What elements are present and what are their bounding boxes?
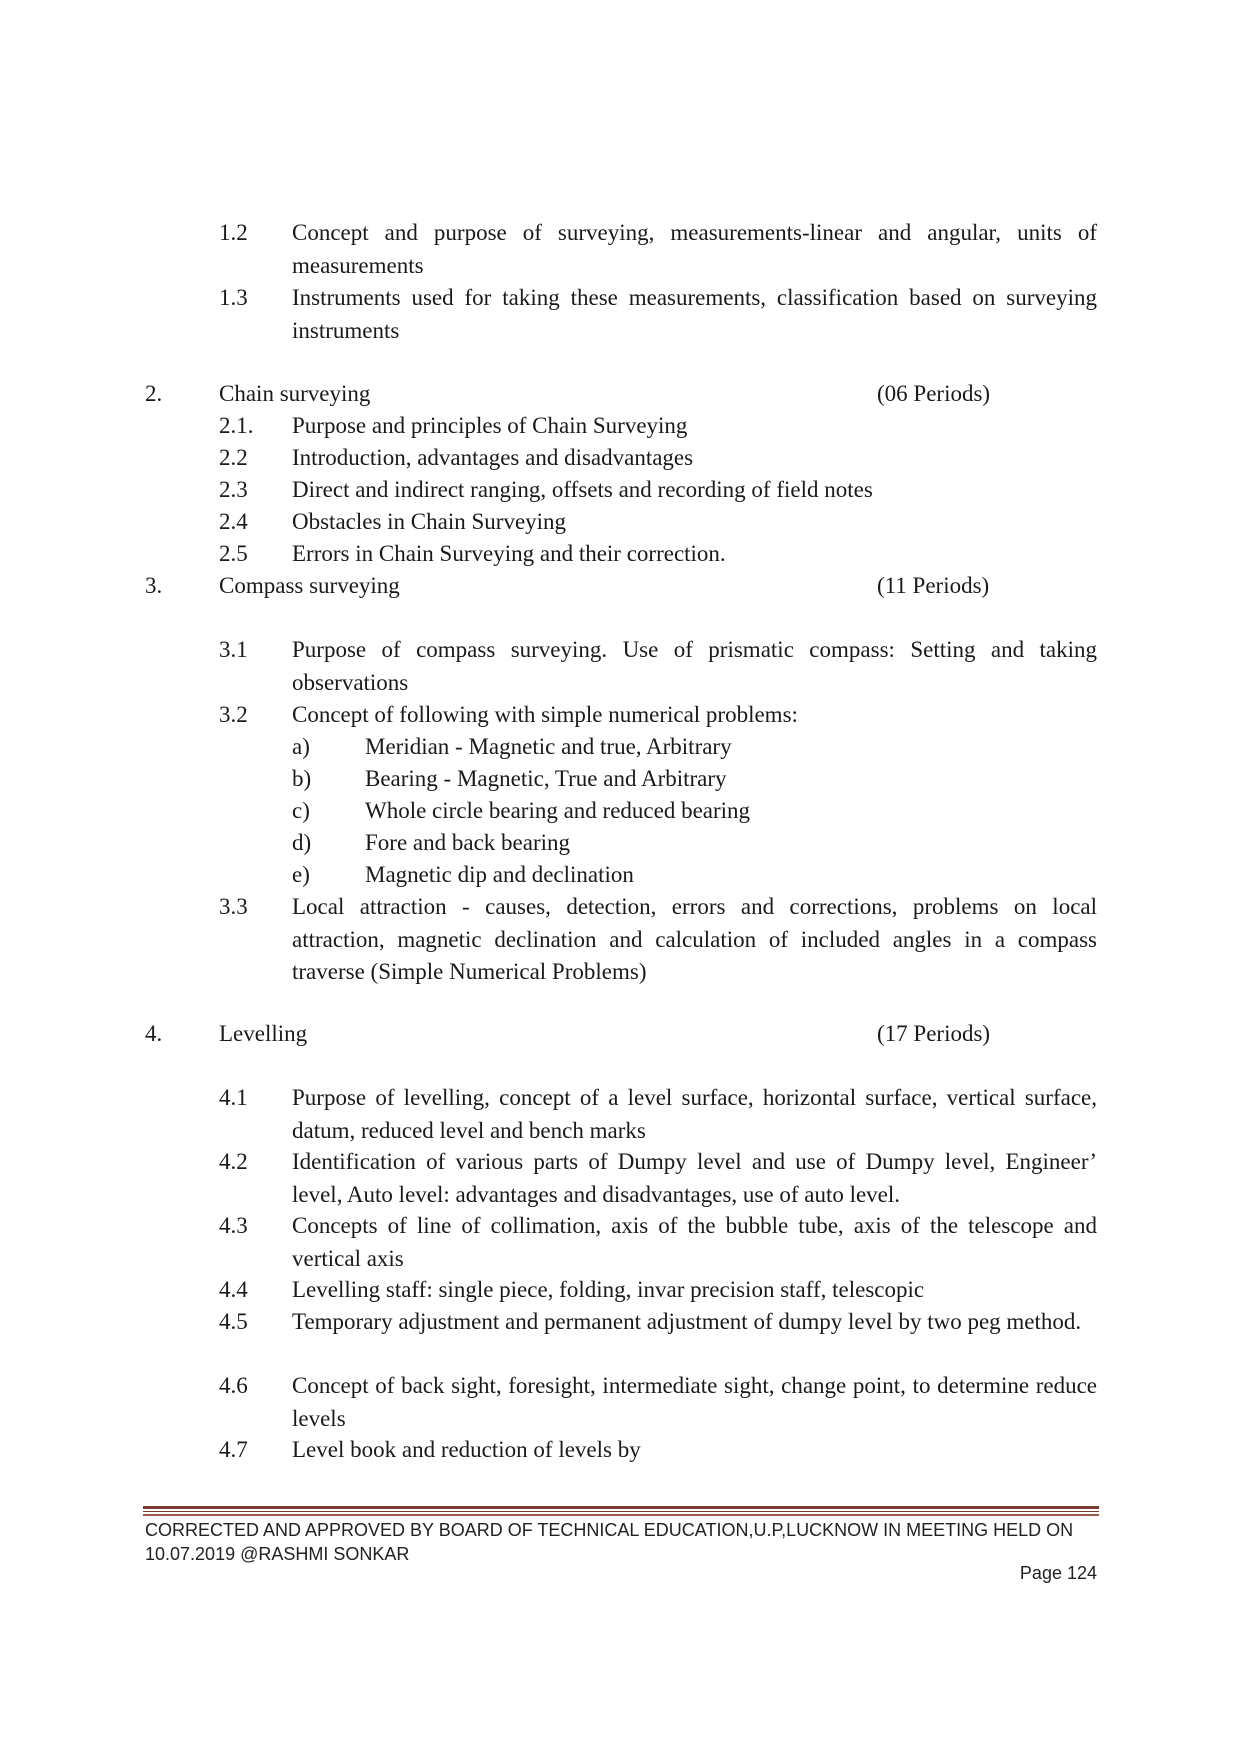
- subsection-text: Local attraction - causes, detection, errors and corrections, problems on local attraction, magnetic declination and calculation of included angles in a compass traverse (Simple Numerical Problems): [292, 894, 1097, 984]
- subsection-number: 4.1: [219, 1085, 248, 1110]
- footer-note: [145, 1518, 1105, 1566]
- subsection-text: Purpose and principles of Chain Surveying: [292, 413, 688, 438]
- subsection-number: 2.4: [219, 509, 248, 534]
- subsection-text: Concept and purpose of surveying, measurements-linear and angular, units of measurements: [292, 220, 1097, 278]
- unit-periods: (11 Periods): [877, 573, 990, 598]
- unit-number: 3.: [145, 573, 163, 598]
- subsection-number: 4.2: [219, 1149, 248, 1174]
- subsection-number: 4.4: [219, 1277, 248, 1302]
- list-label: a): [292, 734, 310, 759]
- unit-number: 4.: [145, 1021, 163, 1046]
- subsection-text: Identification of various parts of Dumpy level and use of Dumpy level, Engineer’ level, Auto level: advantages and disadvantages, use of auto level.: [292, 1149, 1097, 1207]
- unit-number: 2.: [145, 381, 163, 406]
- subsection-text: Obstacles in Chain Surveying: [292, 509, 567, 534]
- footer-line: 10.07.2019 @RASHMI SONKAR: [145, 1544, 410, 1564]
- list-label: c): [292, 798, 310, 823]
- unit-periods: (06 Periods): [877, 381, 991, 406]
- subsection-text: Concept of back sight, foresight, intermediate sight, change point, to determine reduce levels: [292, 1373, 1097, 1431]
- subsection-text: Concept of following with simple numerical problems:: [292, 702, 798, 727]
- footer-line: CORRECTED AND APPROVED BY BOARD OF TECHNICAL EDUCATION,U.P,LUCKNOW IN MEETING HELD ON: [145, 1520, 1074, 1540]
- subsection-number: 2.1.: [219, 413, 254, 438]
- subsection-text: Introduction, advantages and disadvantages: [292, 445, 694, 470]
- subsection-number: 4.5: [219, 1309, 248, 1334]
- subsection-number: 4.3: [219, 1213, 248, 1238]
- subsection-text: Purpose of levelling, concept of a level surface, horizontal surface, vertical surface, datum, reduced level and bench marks: [292, 1085, 1097, 1143]
- footer-divider: [143, 1506, 1099, 1509]
- subsection-number: 4.7: [219, 1437, 248, 1462]
- subsection-number: 2.5: [219, 541, 248, 566]
- subsection-text: Concepts of line of collimation, axis of the bubble tube, axis of the telescope and vertical axis: [292, 1213, 1097, 1271]
- unit-title: Compass surveying: [219, 573, 400, 598]
- subsection-text: Level book and reduction of levels by: [292, 1437, 641, 1462]
- unit-periods: (17 Periods): [877, 1021, 991, 1046]
- subsection-number: 2.3: [219, 477, 248, 502]
- page-number: Page 124: [1019, 1563, 1097, 1583]
- list-item: Fore and back bearing: [365, 830, 571, 855]
- subsection-number: 2.2: [219, 445, 248, 470]
- subsection-number: 1.3: [219, 285, 248, 310]
- list-label: e): [292, 862, 310, 887]
- subsection-text: Errors in Chain Surveying and their correction.: [292, 541, 726, 566]
- footer-divider: [143, 1511, 1099, 1512]
- subsection-number: 4.6: [219, 1373, 248, 1398]
- list-label: d): [292, 830, 312, 855]
- list-item: Magnetic dip and declination: [365, 862, 634, 887]
- list-item: Whole circle bearing and reduced bearing: [365, 798, 751, 823]
- unit-title: Levelling: [219, 1021, 308, 1046]
- subsection-text: Direct and indirect ranging, offsets and recording of field notes: [292, 477, 873, 502]
- subsection-text: Instruments used for taking these measurements, classification based on surveying instruments: [292, 285, 1097, 343]
- list-label: b): [292, 766, 312, 791]
- subsection-text: Temporary adjustment and permanent adjustment of dumpy level by two peg method.: [292, 1309, 1082, 1334]
- subsection-text: Purpose of compass surveying. Use of prismatic compass: Setting and taking observations: [292, 637, 1097, 695]
- unit-title: Chain surveying: [219, 381, 371, 406]
- subsection-number: 3.3: [219, 894, 248, 919]
- footer-divider: [143, 1514, 1099, 1516]
- list-item: Bearing - Magnetic, True and Arbitrary: [365, 766, 727, 791]
- list-item: Meridian - Magnetic and true, Arbitrary: [365, 734, 732, 759]
- subsection-number: 3.2: [219, 702, 248, 727]
- subsection-number: 3.1: [219, 637, 248, 662]
- subsection-text: Levelling staff: single piece, folding, invar precision staff, telescopic: [292, 1277, 925, 1302]
- subsection-number: 1.2: [219, 220, 248, 245]
